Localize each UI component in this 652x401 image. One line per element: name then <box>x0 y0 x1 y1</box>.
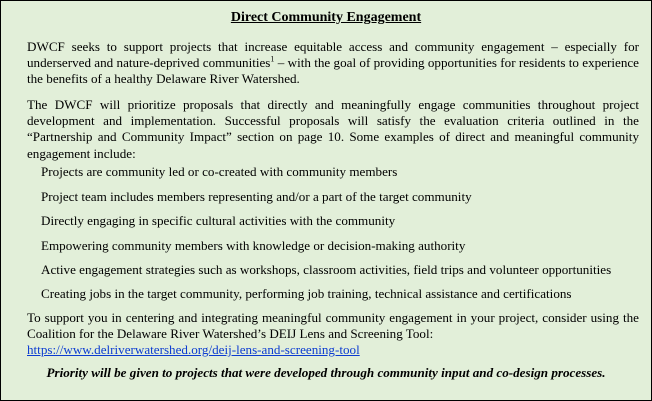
section-title: Direct Community Engagement <box>230 10 422 25</box>
deij-tool-link[interactable]: https://www.delriverwatershed.org/deij-lens-and-screening-tool <box>27 342 360 358</box>
example-item: Directly engaging in specific cultural activities with the community <box>41 213 396 228</box>
priority-note: Priority will be given to projects that were developed through community input and co-design processes. <box>46 365 606 380</box>
example-item: Empowering community members with knowledge or decision-making authority <box>41 238 466 253</box>
example-item: Project team includes members representing and/or a part of the target community <box>41 189 472 204</box>
support-text: To support you in centering and integrating meaningful community engagement in your project, consider using the Coalition for the Delaware River Watershed’s DEIJ Lens and Screening Tool: <box>27 310 639 342</box>
example-item: Creating jobs in the target community, performing job training, technical assistance and certifications <box>41 286 572 301</box>
example-item: Active engagement strategies such as workshops, classroom activities, field trips and volunteer opportunities <box>41 262 612 277</box>
example-item: Projects are community led or co-created with community members <box>41 164 398 179</box>
criteria-paragraph: The DWCF will prioritize proposals that directly and meaningfully engage communities throughout project development and implementation. Successful proposals will satisfy the evaluation criteria outlined in the “Partnership and Community Impact” section on page 10. Some examples of direct and meaningful community engagement include: <box>27 97 639 161</box>
intro-text-continued: – with the goal of providing opportunities for residents to experience the benefits of a healthy Delaware River Watershed. <box>27 55 639 87</box>
support-paragraph <box>27 310 639 359</box>
intro-paragraph <box>27 39 639 88</box>
footnote-marker[interactable]: 1 <box>270 54 275 64</box>
intro-text: DWCF seeks to support projects that increase equitable access and community engagement – especially for underserved and nature-deprived communities <box>27 39 639 71</box>
